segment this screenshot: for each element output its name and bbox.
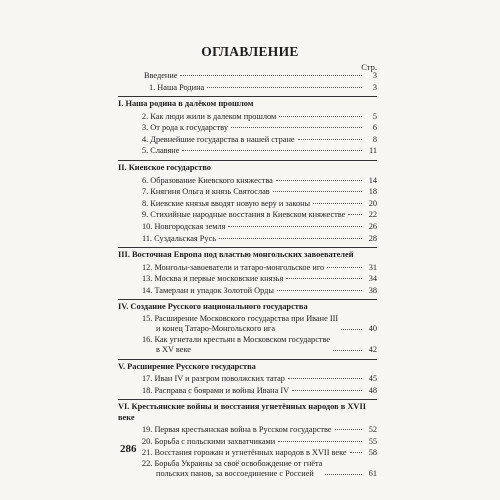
section-title: III. Восточная Европа под властью монгольских завоевателей <box>118 250 354 260</box>
section-items <box>118 424 377 480</box>
toc-entry-line: 15. Расширение Московского государства при Иване III <box>142 313 339 323</box>
toc-entry <box>142 198 377 210</box>
dot-leader <box>231 127 362 128</box>
toc-entry <box>142 314 377 335</box>
toc-entry-line: и конец Татаро-Монгольского ига <box>156 324 276 334</box>
toc-entry <box>144 70 377 82</box>
toc-entry-page: 6 <box>372 123 377 133</box>
toc-section <box>118 299 377 355</box>
toc-entry-page: 18 <box>368 187 377 197</box>
toc-entry-label: 13. Москва и первые московские князья <box>142 274 284 284</box>
toc-entry <box>142 186 377 198</box>
toc-entry-page: 42 <box>368 344 377 354</box>
section-title: IV. Создание Русского национального государства <box>118 302 308 312</box>
toc-entry <box>142 373 377 385</box>
toc-entry-page: 3 <box>372 71 377 80</box>
toc-entry-line: 16. Как угнетали крестьян в Московском государстве <box>142 334 331 344</box>
toc-entry <box>142 273 377 285</box>
toc-entry-label: 1. Наша Родина <box>149 82 205 92</box>
dot-leader <box>348 214 362 215</box>
dot-leader <box>327 267 362 268</box>
toc-entry-page: 40 <box>368 324 377 334</box>
toc-entry-page: 48 <box>368 385 377 395</box>
toc-entry-label: 17. Иван IV и разгром поволжских татар <box>142 374 285 384</box>
toc-entry-line: польских панов, за воссоединение с Россией <box>156 469 314 479</box>
dot-leader <box>277 290 362 291</box>
toc-entry <box>142 111 377 123</box>
toc-entry-page: 14 <box>368 175 377 185</box>
toc-entry-label: 8. Киевские князья вводят новую веру и законы <box>142 198 311 208</box>
toc-entry <box>142 209 377 221</box>
toc-entry-page: 58 <box>368 448 377 458</box>
toc-entry <box>142 285 377 297</box>
page-title: ОГЛАВЛЕНИЕ <box>201 44 299 59</box>
toc-entry <box>142 145 377 157</box>
toc-entry-line: в XV веке <box>156 345 191 355</box>
dot-leader <box>276 180 362 181</box>
toc-entry-page: 28 <box>368 233 377 243</box>
toc-entry-label: 12. Монголы-завоеватели и татаро-монгольское иго <box>142 262 325 272</box>
toc-sections <box>118 96 377 480</box>
toc-entry-label: 21. Восстания горожан и угнетённых народов в XVII веке <box>142 448 347 458</box>
toc-entry <box>142 175 377 187</box>
toc-entry-page: 61 <box>368 469 377 479</box>
section-title: II. Киевское государство <box>118 163 211 173</box>
toc-entry <box>142 424 377 436</box>
toc-entry <box>142 233 377 245</box>
toc-entry <box>142 447 377 459</box>
toc-entry <box>142 262 377 274</box>
dot-leader <box>219 238 362 239</box>
toc-entry-page: 8 <box>372 134 377 144</box>
toc-entry-label: 5. Славяне <box>142 146 180 156</box>
dot-leader <box>207 87 362 88</box>
dot-leader <box>278 441 362 442</box>
toc-entry-label: 18. Расправа с боярами и войны Ивана IV <box>142 385 290 395</box>
dot-leader <box>180 75 362 76</box>
dot-leader <box>279 116 362 117</box>
section-items <box>118 175 377 245</box>
toc-entry <box>142 459 377 480</box>
toc-entry-page: 11 <box>369 146 377 156</box>
page-number: 286 <box>120 443 137 455</box>
section-items <box>118 314 377 356</box>
dot-leader <box>325 474 362 475</box>
toc-entry-page: 3 <box>372 82 377 92</box>
toc-entry-label: 2. Как люди жили в далеком прошлом <box>142 111 277 121</box>
toc-entry <box>142 221 377 233</box>
toc-entry-label: 20. Борьба с польскими захватчиками <box>142 436 276 446</box>
dot-leader <box>333 350 362 351</box>
dot-leader <box>228 226 362 227</box>
section-items <box>118 111 377 157</box>
toc-entry-page: 38 <box>368 285 377 295</box>
toc-entry-label <box>142 459 322 480</box>
dot-leader <box>335 429 362 430</box>
intro-entries <box>118 70 377 93</box>
page-column-label: Стр. <box>361 62 377 72</box>
toc-entry-page: 31 <box>368 262 377 272</box>
toc-section <box>118 247 377 296</box>
toc-entry-label <box>142 335 330 356</box>
dot-leader <box>182 150 362 151</box>
dot-leader <box>292 390 362 391</box>
section-items <box>118 262 377 297</box>
toc-entry-page: 26 <box>368 221 377 231</box>
toc-entry <box>142 385 377 397</box>
toc-entry-label: 4. Древнейшие государства в нашей стране <box>142 134 295 144</box>
toc-entry <box>144 82 377 94</box>
toc-entry <box>142 335 377 356</box>
dot-leader <box>313 203 362 204</box>
toc-entry-page: 52 <box>368 425 377 435</box>
toc-entry-page: 34 <box>368 274 377 284</box>
toc-entry-label: 11. Суздальская Русь <box>142 233 217 243</box>
toc-entry-page: 55 <box>368 436 377 446</box>
toc-entry-label: 7. Княгиня Ольга и князь Святослав <box>142 187 270 197</box>
toc-entry-page: 45 <box>368 374 377 384</box>
dot-leader <box>298 139 362 140</box>
toc-entry <box>142 122 377 134</box>
toc-entry-label: 10. Новгородская земля <box>142 221 226 231</box>
dot-leader <box>350 452 362 453</box>
toc-entry-page: 5 <box>372 111 377 121</box>
toc-entry-page: 22 <box>368 210 377 220</box>
toc-entry-label: 6. Образование Киевского княжества <box>142 175 273 185</box>
toc-entry-label: 14. Тамерлан и упадок Золотой Орды <box>142 285 274 295</box>
toc-entry-label: Введение <box>144 71 178 80</box>
toc-entry-label: 3. От рода к государству <box>142 123 229 133</box>
dot-leader <box>288 378 362 379</box>
section-title: V. Расширение Русского государства <box>118 361 256 371</box>
section-title: I. Наша родина в далёком прошлом <box>118 99 254 109</box>
toc-section <box>118 399 377 480</box>
table-of-contents <box>118 70 377 480</box>
dot-leader <box>286 278 362 279</box>
toc-entry-label: 19. Первая крестьянская война в Русском государстве <box>142 425 332 435</box>
toc-entry-label <box>142 314 338 335</box>
section-items <box>118 373 377 396</box>
toc-section <box>118 359 377 397</box>
dot-leader <box>273 191 362 192</box>
toc-entry-line: 22. Борьба Украины за своё освобождение от гнёта <box>142 459 323 468</box>
toc-entry-label: 9. Стихийные народные восстания в Киевском княжестве <box>142 210 346 220</box>
toc-entry <box>142 134 377 146</box>
dot-leader <box>341 329 362 330</box>
toc-entry-page: 20 <box>368 198 377 208</box>
toc-section <box>118 160 377 244</box>
toc-entry <box>142 436 377 448</box>
section-title: VI. Крестьянские войны и восстания угнетённых народов в XVII веке <box>118 402 366 422</box>
toc-section <box>118 96 377 157</box>
